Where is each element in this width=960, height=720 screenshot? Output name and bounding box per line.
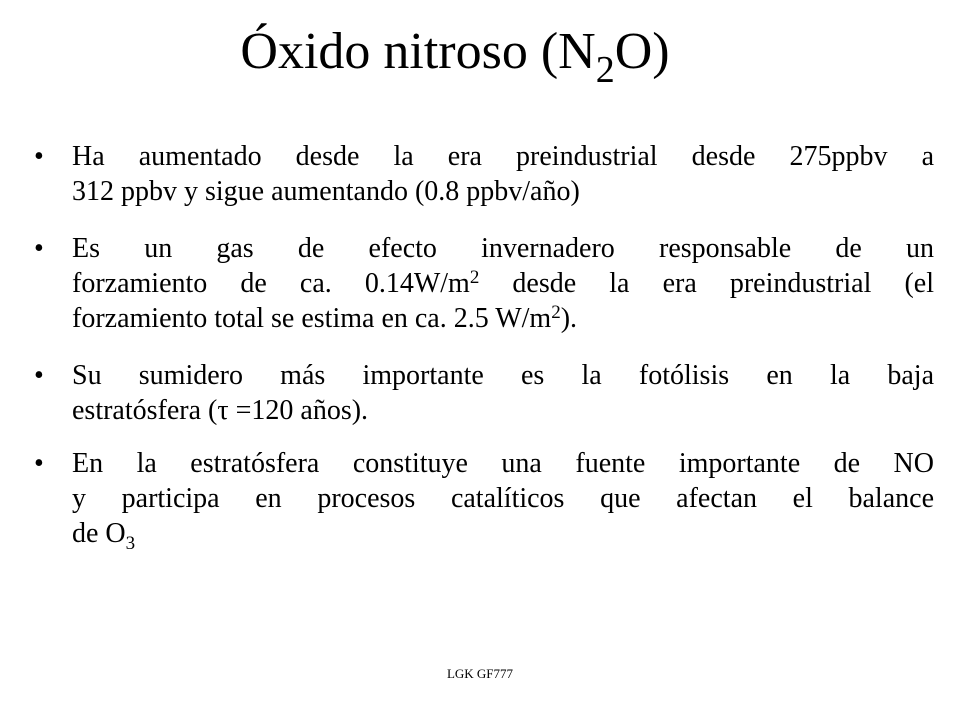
bullet-item-greenhouse <box>34 231 934 336</box>
bullet-4-line-3-subscript: 3 <box>125 533 136 554</box>
bullet-item-increase <box>34 139 934 209</box>
title-subscript: 2 <box>595 49 615 91</box>
bullet-dot-icon: • <box>34 233 44 264</box>
bullet-2-line-3 <box>72 301 934 336</box>
bullet-item-stratosphere <box>34 446 934 554</box>
bullet-2-line-2-superscript: 2 <box>469 267 480 288</box>
slide-footer: LGK GF777 <box>446 666 514 681</box>
bullet-2-line-1: Es un gas de efecto invernadero responsable de un <box>72 233 934 264</box>
bullet-2-line-2 <box>72 266 934 301</box>
title-end-text: O) <box>614 23 670 80</box>
bullet-2-line-3-text-b: ). <box>560 303 578 334</box>
bullet-4-line-2: y participa en procesos catalíticos que afectan el balance <box>72 483 934 514</box>
bullet-2-line-3-superscript: 2 <box>551 302 561 323</box>
bullet-3-line-1: Su sumidero más importante es la fotólisis en la baja <box>72 360 934 391</box>
bullet-3-line-2: estratósfera (τ =120 años). <box>72 395 369 426</box>
bullet-dot-icon: • <box>34 448 44 479</box>
bullet-item-sink <box>34 358 934 428</box>
bullet-dot-icon: • <box>34 360 44 391</box>
bullet-1-line-1: Ha aumentado desde la era preindustrial desde 275ppbv a <box>72 141 934 172</box>
bullet-2-line-3-text-a: forzamiento total se estima en ca. 2.5 W/m <box>72 303 552 334</box>
bullet-dot-icon: • <box>34 141 44 172</box>
bullet-list <box>34 139 934 573</box>
bullet-4-line-3 <box>72 516 934 554</box>
bullet-1-line-2: 312 ppbv y sigue aumentando (0.8 ppbv/año) <box>72 176 580 207</box>
bullet-2-line-2-text-a: forzamiento de ca. 0.14W/m <box>72 268 470 299</box>
bullet-4-line-3-text-a: de O <box>72 518 126 549</box>
bullet-2-line-2-text-b: desde la era preindustrial (el <box>479 268 934 299</box>
slide-title <box>0 14 910 94</box>
title-main-text: Óxido nitroso (N <box>240 23 596 80</box>
bullet-4-line-1: En la estratósfera constituye una fuente importante de NO <box>72 448 934 479</box>
